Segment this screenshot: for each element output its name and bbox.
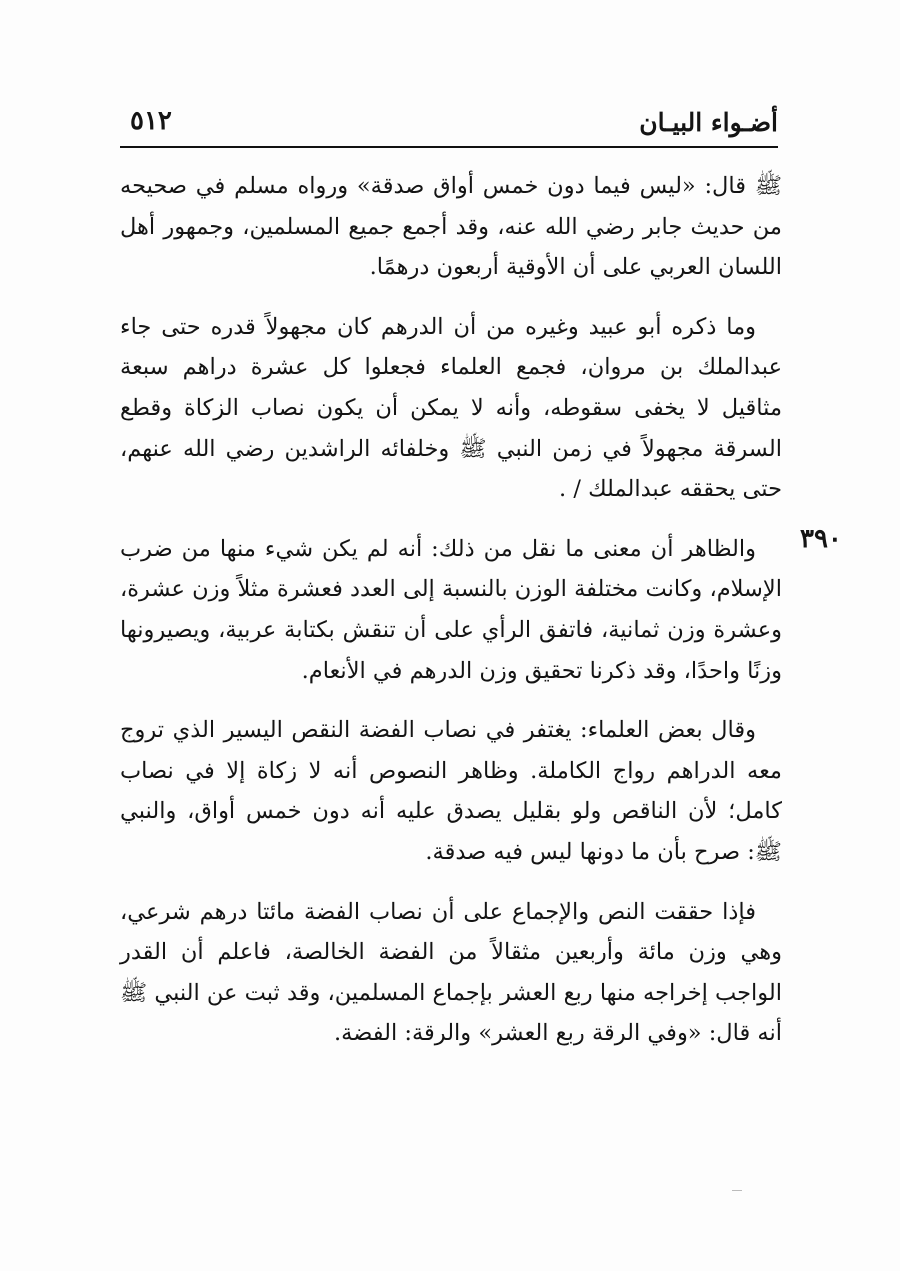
margin-reference-number: ٣٩٠ (800, 524, 842, 554)
paragraph: فإذا حققت النص والإجماع على أن نصاب الفضة مائتا درهم شرعي، وهي وزن مائة وأربعين مثقالاً من الفضة الخالصة، فاعلم أن القدر الواجب إخراجه منها ربع العشر بإجماع المسلمين، وقد ثبت عن النبي ﷺ أنه قال: «وفي الرقة ربع العشر» والرقة: الفضة. (120, 898, 782, 1047)
page-body (120, 166, 782, 1073)
page-header (120, 100, 778, 144)
header-divider (120, 146, 778, 148)
page-number: ٥١٢ (130, 106, 172, 136)
paragraph: ﷺ قال: «ليس فيما دون خمس أواق صدقة» ورواه مسلم في صحيحه من حديث جابر رضي الله عنه، وقد أجمع جميع المسلمين، وجمهور أهل اللسان العربي على أن الأوقية أربعون درهمًا. (120, 173, 782, 281)
scan-mark (732, 1190, 742, 1191)
paragraph: وقال بعض العلماء: يغتفر في نصاب الفضة النقص اليسير الذي تروج معه الدراهم رواج الكاملة. وظاهر النصوص أنه لا زكاة إلا في نصاب كامل؛ لأن الناقص ولو بقليل يصدق عليه أنه دون خمس أواق، والنبي ﷺ: صرح بأن ما دونها ليس فيه صدقة. (120, 717, 782, 865)
running-title: أضـواء البيـان (639, 108, 778, 137)
paragraph: والظاهر أن معنى ما نقل من ذلك: أنه لم يكن شيء منها من ضرب الإسلام، وكانت مختلفة الوزن بالنسبة إلى العدد فعشرة مثلاً وزن عشرة، وعشرة وزن ثمانية، فاتفق الرأي على أن تنقش بكتابة عربية، ويصيرونها وزنًا واحدًا، وقد ذكرنا تحقيق وزن الدرهم في الأنعام. (120, 535, 782, 684)
paragraph: وما ذكره أبو عبيد وغيره من أن الدرهم كان مجهولاً قدره حتى جاء عبدالملك بن مروان، فجمع العلماء فجعلوا كل عشرة دراهم سبعة مثاقيل لا يخفى سقوطه، وأنه لا يمكن أن يكون نصاب الزكاة وقطع السرقة مجهولاً في زمن النبي ﷺ وخلفائه الراشدين رضي الله عنهم، حتى يحققه عبدالملك / . (120, 313, 782, 503)
